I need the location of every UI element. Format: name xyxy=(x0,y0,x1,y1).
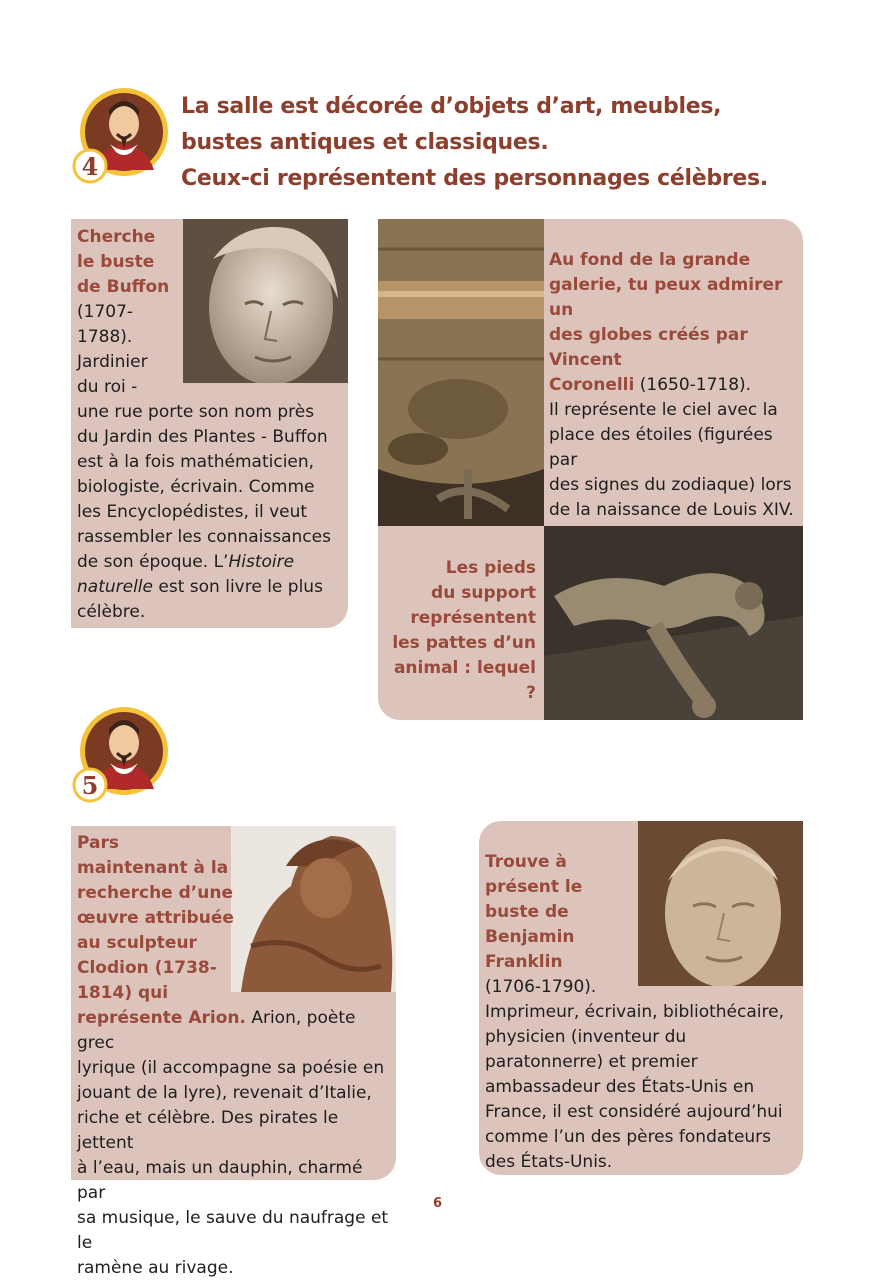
arion-hl: Pars xyxy=(77,833,119,853)
buffon-line: est à la fois mathématicien, xyxy=(77,452,315,472)
globe-photo xyxy=(378,219,544,526)
buffon-text xyxy=(77,225,347,625)
arion-text xyxy=(77,831,395,1281)
franklin-hl: Franklin xyxy=(485,952,563,972)
arion-line: jouant de la lyre), revenait d’Italie, xyxy=(77,1083,372,1103)
franklin-line: paratonnerre) et premier xyxy=(485,1052,698,1072)
richelieu-badge-5 xyxy=(72,705,170,809)
buffon-line: de son époque. L’ xyxy=(77,552,229,572)
globe-hl: Au fond de la grande xyxy=(549,250,751,270)
feet-hl: représentent xyxy=(410,608,536,628)
feet-text xyxy=(384,556,536,706)
title-line: Ceux-ci représentent des personnages célèbres. xyxy=(181,166,768,191)
franklin-line: comme l’un des pères fondateurs xyxy=(485,1127,772,1147)
buffon-line: Jardinier xyxy=(77,352,148,372)
arion-line: lyrique (il accompagne sa poésie en xyxy=(77,1058,385,1078)
franklin-line: France, il est considéré aujourd’hui xyxy=(485,1102,783,1122)
globe-line: des signes du zodiaque) lors xyxy=(549,475,792,495)
buffon-line: célèbre. xyxy=(77,602,146,622)
arion-line: Arion, poète grec xyxy=(77,1008,356,1053)
feet-hl: animal : lequel ? xyxy=(393,658,536,703)
buffon-line: rassembler les connaissances xyxy=(77,527,331,547)
globe-hl: des globes créés par Vincent xyxy=(549,325,748,370)
arion-line: à l’eau, mais un dauphin, charmé par xyxy=(77,1158,363,1203)
buffon-hl: le buste xyxy=(77,252,155,272)
globe-text xyxy=(549,248,801,573)
arion-hl: maintenant à la xyxy=(77,858,229,878)
globe-dates: (1650-1718). xyxy=(634,375,752,395)
arion-hl: recherche d’une xyxy=(77,883,233,903)
buffon-line: biologiste, écrivain. Comme xyxy=(77,477,315,497)
section-4-title xyxy=(181,89,821,197)
franklin-hl: Benjamin xyxy=(485,927,575,947)
globe-line: de la naissance de Louis XIV. xyxy=(549,500,794,520)
franklin-hl: présent le xyxy=(485,877,583,897)
franklin-line: (1706-1790). xyxy=(485,977,597,997)
globe-line: place des étoiles (figurées par xyxy=(549,425,773,470)
buffon-line: (1707- xyxy=(77,302,134,322)
buffon-hl: Cherche xyxy=(77,227,156,247)
feet-hl: les pattes d’un xyxy=(392,633,536,653)
globe-line: Il représente le ciel avec la xyxy=(549,400,778,420)
title-line: bustes antiques et classiques. xyxy=(181,130,549,155)
page-number: 6 xyxy=(432,1196,443,1211)
badge-number-5: 5 xyxy=(81,771,99,800)
globe-feet-photo xyxy=(544,526,803,720)
arion-hl: œuvre attribuée xyxy=(77,908,234,928)
title-line: La salle est décorée d’objets d’art, meubles, xyxy=(181,94,722,119)
arion-hl: Clodion (1738- xyxy=(77,958,217,978)
feet-hl: du support xyxy=(431,583,536,603)
globe-hl: Coronelli xyxy=(549,375,635,395)
franklin-text xyxy=(485,850,801,1175)
arion-hl: représente Arion. xyxy=(77,1008,246,1028)
buffon-hl: de Buffon xyxy=(77,277,170,297)
franklin-line: ambassadeur des États-Unis en xyxy=(485,1077,755,1097)
buffon-line: 1788). xyxy=(77,327,133,347)
buffon-italic: Histoire xyxy=(228,552,295,572)
buffon-line: du Jardin des Plantes - Buffon xyxy=(77,427,328,447)
arion-hl: au sculpteur xyxy=(77,933,197,953)
arion-line: riche et célèbre. Des pirates le jettent xyxy=(77,1108,339,1153)
badge-number-4: 4 xyxy=(81,152,99,181)
franklin-hl: Trouve à xyxy=(485,852,567,872)
feet-hl: Les pieds xyxy=(445,558,536,578)
buffon-line: une rue porte son nom près xyxy=(77,402,315,422)
globe-hl: galerie, tu peux admirer un xyxy=(549,275,783,320)
franklin-line: physicien (inventeur du xyxy=(485,1027,687,1047)
franklin-hl: buste de xyxy=(485,902,569,922)
buffon-line: du roi - xyxy=(77,377,138,397)
buffon-line: est son livre le plus xyxy=(153,577,323,597)
buffon-line: les Encyclopédistes, il veut xyxy=(77,502,308,522)
franklin-line: Imprimeur, écrivain, bibliothécaire, xyxy=(485,1002,784,1022)
buffon-italic: naturelle xyxy=(77,577,153,597)
arion-line: ramène au rivage. xyxy=(77,1258,234,1278)
franklin-line: des États-Unis. xyxy=(485,1152,613,1172)
richelieu-badge-4 xyxy=(72,86,170,190)
arion-hl: 1814) qui xyxy=(77,983,169,1003)
arion-line: sa musique, le sauve du naufrage et le xyxy=(77,1208,389,1253)
